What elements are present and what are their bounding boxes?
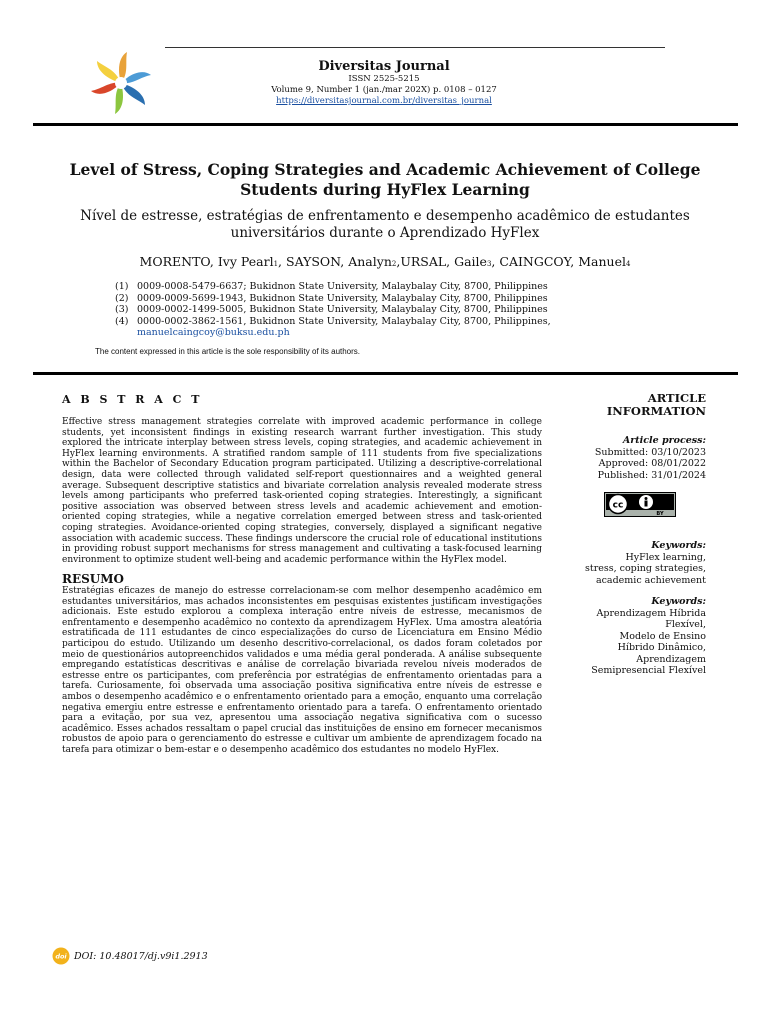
journal-logo-icon — [88, 50, 154, 116]
author-email-link[interactable]: manuelcaingcoy@buksu.edu.ph — [137, 327, 290, 338]
header-bottom-rule — [33, 123, 738, 126]
creative-commons-license-icon[interactable] — [604, 492, 676, 517]
affiliation-text-body: 0000-0002-3862-1561, Bukidnon State University, Malaybalay City, 8700, Philippines, — [137, 315, 551, 327]
journal-url-link[interactable]: https://diversitasjournal.com.br/diversitas_journal — [276, 96, 492, 106]
article-info-panel — [560, 392, 706, 481]
cc-by-label: BY — [656, 511, 664, 517]
author-affil-ref: 3 — [486, 260, 492, 268]
affiliation-item — [115, 304, 585, 316]
keywords-en-panel — [560, 540, 706, 586]
affiliation-number: (1) — [115, 281, 129, 292]
author-name: URSAL, Gaile — [400, 254, 487, 269]
keyword-item: stress, coping strategies, — [585, 563, 706, 574]
resumo-heading: RESUMO — [62, 572, 124, 586]
affiliation-text: 0009-0008-5479-6637; Bukidnon State University, Malaybalay City, 8700, Philippines — [137, 281, 548, 292]
keyword-item: HyFlex learning, — [625, 551, 706, 563]
abstract-text: Effective stress management strategies correlate with improved academic performance in college students, yet inconsistent findings in existing research warrant further investigation. This study explored the intricate interplay between stress levels, coping strategies, and academic achievement in HyFlex learning environments. A stratified random sample of 111 students from five specializations within the Bachelor of Secondary Education program participated. Utilizing a descriptive-correlational design, data were collected through validated self-report questionnaires and a weighted general average. Subsequent descriptive statistics and bivariate correlation analysis revealed moderate stress levels among participants who preferred task-oriented coping strategies. Interestingly, a significant positive association was observed between stress levels and academic achievement and emotion-oriented coping strategies, while a negative correlation emerged between stress and task-oriented coping strategies. Avoidance-oriented coping strategies, conversely, displayed a significant negative association with academic success. These findings underscore the crucial role of educational institutions in providing robust support mechanisms for stress management and cultivating a task-focused learning environment to optimize student well-being and academic performance within the HyFlex model. — [62, 417, 542, 565]
author-affil-ref: 4 — [625, 260, 631, 268]
affiliation-text — [137, 316, 551, 339]
journal-title: Diversitas Journal — [318, 59, 450, 74]
submitted-date: Submitted: 03/10/2023 — [594, 446, 706, 458]
keyword-item: Aprendizagem Híbrida — [596, 607, 706, 619]
disclaimer-text: The content expressed in this article is the sole responsibility of its authors. — [95, 347, 361, 356]
author-list — [60, 254, 710, 269]
affiliation-list — [115, 281, 585, 339]
journal-issn: ISSN 2525-5215 — [348, 74, 420, 84]
doi-footer — [52, 947, 208, 965]
article-process-label: Article process: — [622, 435, 706, 446]
keyword-item: academic achievement — [595, 574, 706, 586]
keywords-en-label: Keywords: — [651, 540, 706, 551]
approved-date: Approved: 08/01/2022 — [598, 458, 706, 469]
header-top-rule — [165, 47, 665, 48]
doi-icon-text: doi — [55, 952, 67, 961]
affiliation-number: (2) — [115, 292, 129, 304]
affiliation-item — [115, 316, 585, 339]
author-affil-ref: 2 — [391, 260, 397, 268]
affiliation-number: (4) — [115, 315, 129, 327]
keyword-item: Aprendizagem — [636, 653, 706, 665]
affiliation-text: 0009-0002-1499-5005, Bukidnon State University, Malaybalay City, 8700, Philippines — [137, 304, 548, 315]
doi-link[interactable]: DOI: 10.48017/dj.v9i1.2913 — [74, 950, 208, 962]
keyword-item: Flexível, — [665, 619, 706, 630]
published-date: Published: 31/01/2024 — [597, 469, 706, 481]
resumo-text: Estratégias eficazes de manejo do estresse correlacionam-se com melhor desempenho acadêmico em estudantes universitários, mas achados inconsistentes em pesquisas existentes justificam investigações adicionais. Este estudo explorou a complexa interação entre níveis de estresse, mecanismos de enfrentamento e desempenho acadêmico no contexto da aprendizagem HyFlex. Uma amostra aleatória estratificada de 111 estudantes de cinco especializações do curso de Licenciatura em Ensino Médio participou do estudo. Utilizando um desenho descritivo-correlacional, os dados foram coletados por meio de questionários autopreenchidos validados e uma média geral ponderada. A análise subsequente empregando estatísticas descritivas e análise de correlação bivariada revelou níveis moderados de estresse entre os participantes, com preferência por estratégias de enfrentamento orientadas para a tarefa. Curiosamente, foi observada uma associação positiva significativa entre níveis de estresse e ambos o desempenho acadêmico e o enfrentamento orientado para a emoção, enquanto uma correlação negativa emergiu entre estresse e enfrentamento orientado para a tarefa. O enfrentamento orientado para a evitação, por sua vez, apresentou uma associação negativa significativa com o sucesso acadêmico. Esses achados ressaltam o papel crucial das instituições de ensino em fornecer mecanismos robustos de apoio para o gerenciamento do estresse e cultivar um ambiente de aprendizagem focado na tarefa para otimizar o bem-estar e o desempenho acadêmico dos estudantes no modelo HyFlex. — [62, 586, 542, 755]
keyword-item: Híbrido Dinâmico, — [617, 642, 706, 653]
article-title-pt: Nível de estresse, estratégias de enfrentamento e desempenho acadêmico de estudantes universitários durante o Aprendizado HyFlex — [80, 208, 690, 241]
section-rule — [33, 372, 738, 375]
author-name: MORENTO, Ivy Pearl — [139, 254, 274, 269]
journal-volume: Volume 9, Number 1 (jan./mar 202X) p. 0108 – 0127 — [271, 85, 497, 95]
author-name: SAYSON, Analyn — [286, 254, 392, 269]
author-separator: , — [278, 254, 286, 269]
affiliation-text: 0009-0009-5699-1943, Bukidnon State University, Malaybalay City, 8700, Philippines — [137, 292, 548, 304]
author-separator: , — [396, 254, 401, 269]
keyword-item: Modelo de Ensino — [619, 630, 706, 642]
keyword-item: Semipresencial Flexível — [591, 665, 706, 676]
article-info-heading-2: INFORMATION — [606, 404, 706, 418]
svg-text:cc: cc — [612, 500, 624, 511]
doi-icon — [52, 947, 70, 965]
author-affil-ref: 1 — [273, 260, 279, 268]
affiliation-item — [115, 293, 585, 305]
affiliation-number: (3) — [115, 304, 129, 315]
article-title-en: Level of Stress, Coping Strategies and Academic Achievement of College Students during HyFlex Learning — [69, 160, 701, 199]
keywords-pt-panel — [560, 596, 706, 677]
author-name: CAINGCOY, Manuel — [499, 254, 626, 269]
abstract-heading: A B S T R A C T — [62, 393, 203, 406]
author-separator: , — [491, 254, 500, 269]
article-info-heading-1: ARTICLE — [647, 391, 706, 405]
keywords-pt-label: Keywords: — [651, 596, 706, 607]
affiliation-item — [115, 281, 585, 293]
